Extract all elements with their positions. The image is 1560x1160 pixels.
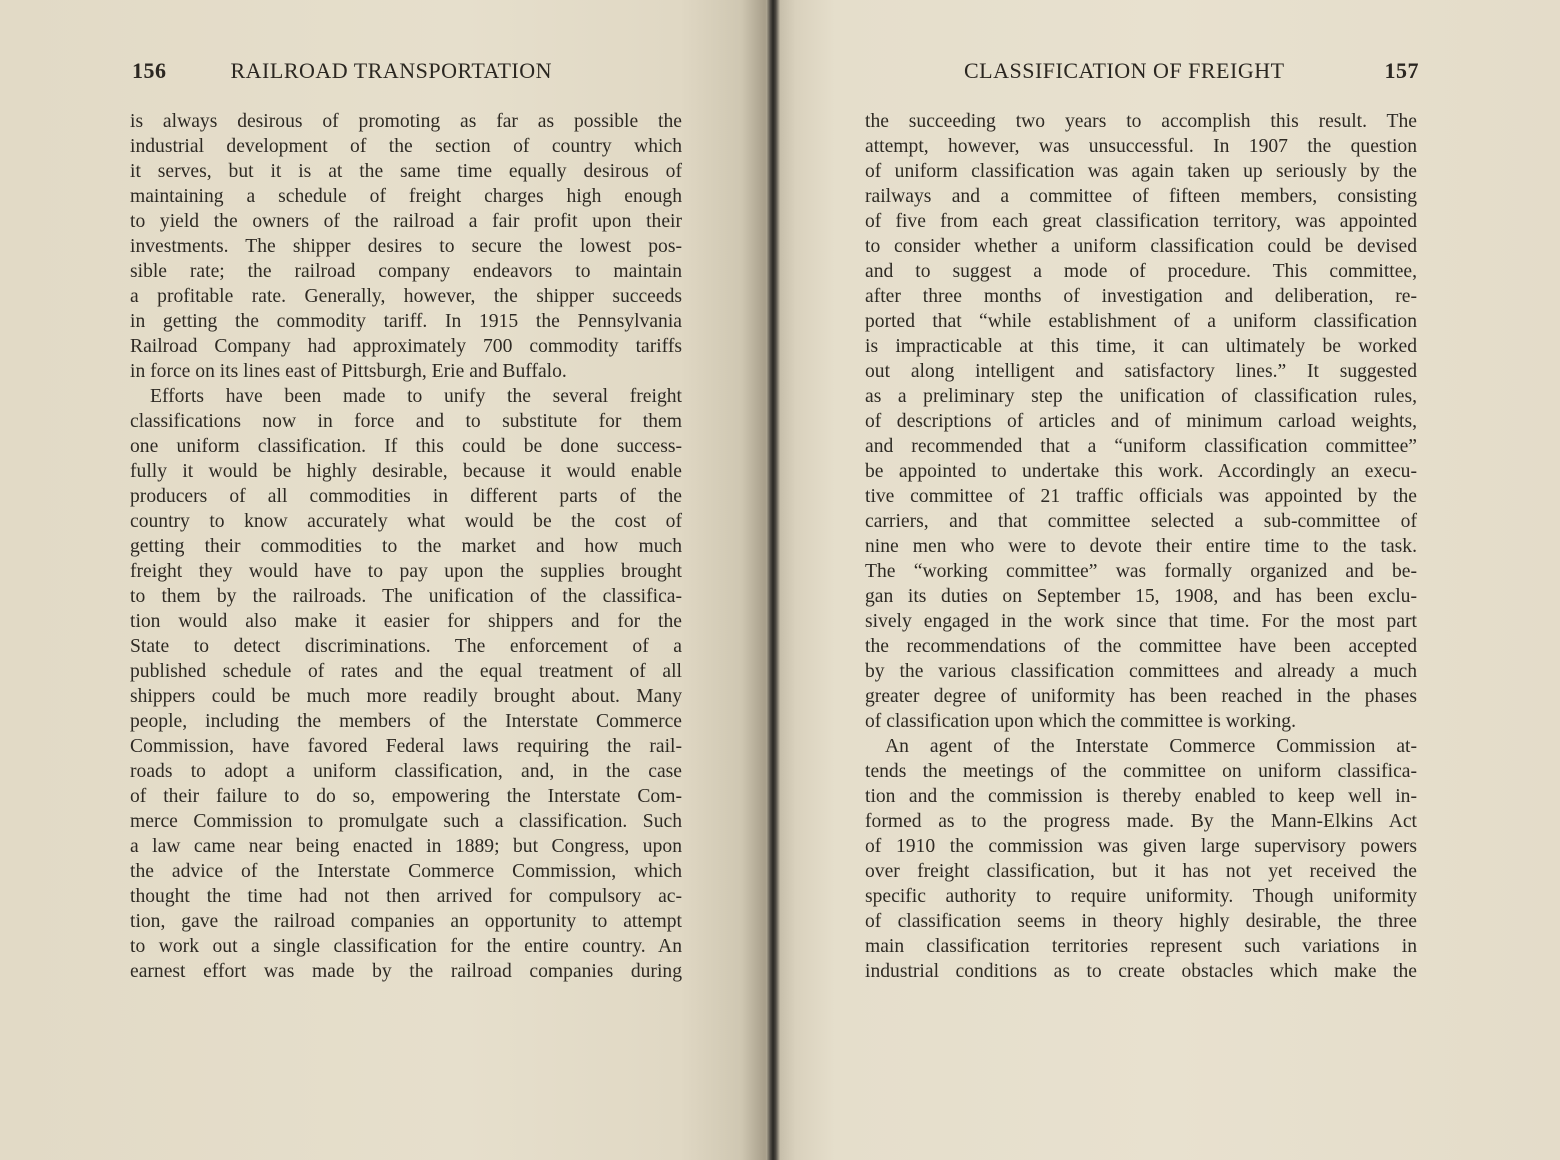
text-line: of five from each great classification territory, was appointed: [865, 211, 1417, 232]
text-line: of classification seems in theory highly desirable, the three: [865, 911, 1417, 932]
text-line: to work out a single classification for the entire country. An: [130, 936, 682, 957]
text-line: published schedule of rates and the equal treatment of all: [130, 661, 682, 682]
text-line: of uniform classification was again taken up seriously by the: [865, 161, 1417, 182]
text-line: Commission, have favored Federal laws requiring the rail-: [130, 736, 682, 757]
text-line: a profitable rate. Generally, however, the shipper succeeds: [130, 286, 682, 307]
text-line: tends the meetings of the committee on uniform classifica-: [865, 761, 1417, 782]
text-line: greater degree of uniformity has been reached in the phases: [865, 686, 1417, 707]
text-line: in getting the commodity tariff. In 1915 the Pennsylvania: [130, 311, 682, 332]
left-body-text: [130, 109, 682, 984]
text-line: sively engaged in the work since that time. For the most part: [865, 611, 1417, 632]
text-line: people, including the members of the Interstate Commerce: [130, 711, 682, 732]
left-page: [0, 0, 772, 1160]
text-line: merce Commission to promulgate such a classification. Such: [130, 811, 682, 832]
left-running-title: RAILROAD TRANSPORTATION: [230, 58, 553, 83]
text-line: The “working committee” was formally organized and be-: [865, 561, 1417, 582]
text-line: as a preliminary step the unification of classification rules,: [865, 386, 1417, 407]
text-line: is impracticable at this time, it can ultimately be worked: [865, 336, 1417, 357]
book-gutter: [766, 0, 780, 1160]
text-line: shippers could be much more readily brought about. Many: [130, 686, 682, 707]
text-line: tive committee of 21 traffic officials was appointed by the: [865, 486, 1417, 507]
text-line: sible rate; the railroad company endeavors to maintain: [130, 261, 682, 282]
text-line: be appointed to undertake this work. Accordingly an execu-: [865, 461, 1417, 482]
text-line: industrial conditions as to create obstacles which make the: [865, 961, 1417, 982]
text-line: roads to adopt a uniform classification, and, in the case: [130, 761, 682, 782]
text-line: investments. The shipper desires to secure the lowest pos-: [130, 236, 682, 257]
text-line: gan its duties on September 15, 1908, and has been exclu-: [865, 586, 1417, 607]
text-line: it serves, but it is at the same time equally desirous of: [130, 161, 682, 182]
text-line: maintaining a schedule of freight charges high enough: [130, 186, 682, 207]
right-page: [772, 0, 1560, 1160]
text-line: tion would also make it easier for shippers and for the: [130, 611, 682, 632]
left-running-head: [132, 58, 582, 84]
right-page-number: 157: [1384, 58, 1419, 83]
text-line: industrial development of the section of country which: [130, 136, 682, 157]
text-line: freight they would have to pay upon the supplies brought: [130, 561, 682, 582]
text-line: of their failure to do so, empowering the Interstate Com-: [130, 786, 682, 807]
text-line: classifications now in force and to substitute for them: [130, 411, 682, 432]
text-line: the succeeding two years to accomplish this result. The: [865, 111, 1417, 132]
text-line: formed as to the progress made. By the Mann-Elkins Act: [865, 811, 1417, 832]
text-line: and to suggest a mode of procedure. This committee,: [865, 261, 1417, 282]
text-line: to them by the railroads. The unification of the classifica-: [130, 586, 682, 607]
text-line: the recommendations of the committee have been accepted: [865, 636, 1417, 657]
right-running-head: [964, 58, 1419, 84]
text-line: fully it would be highly desirable, because it would enable: [130, 461, 682, 482]
left-page-number: 156: [132, 58, 167, 83]
text-line: Efforts have been made to unify the several freight: [150, 386, 682, 407]
text-line: of classification upon which the committee is working.: [865, 711, 1296, 732]
right-body-text: [865, 109, 1417, 984]
text-line: main classification territories represent such variations in: [865, 936, 1417, 957]
text-line: country to know accurately what would be the cost of: [130, 511, 682, 532]
text-line: earnest effort was made by the railroad companies during: [130, 961, 682, 982]
text-line: State to detect discriminations. The enforcement of a: [130, 636, 682, 657]
text-line: railways and a committee of fifteen members, consisting: [865, 186, 1417, 207]
text-line: is always desirous of promoting as far as possible the: [130, 111, 682, 132]
text-line: and recommended that a “uniform classification committee”: [865, 436, 1417, 457]
text-line: of 1910 the commission was given large supervisory powers: [865, 836, 1417, 857]
text-line: tion and the commission is thereby enabled to keep well in-: [865, 786, 1417, 807]
text-line: a law came near being enacted in 1889; but Congress, upon: [130, 836, 682, 857]
right-running-title: CLASSIFICATION OF FREIGHT: [964, 58, 1285, 83]
text-line: An agent of the Interstate Commerce Commission at-: [885, 736, 1417, 757]
text-line: in force on its lines east of Pittsburgh, Erie and Buffalo.: [130, 361, 567, 382]
text-line: one uniform classification. If this could be done success-: [130, 436, 682, 457]
text-line: over freight classification, but it has not yet received the: [865, 861, 1417, 882]
text-line: ported that “while establishment of a uniform classification: [865, 311, 1417, 332]
text-line: specific authority to require uniformity. Though uniformity: [865, 886, 1417, 907]
text-line: of descriptions of articles and of minimum carload weights,: [865, 411, 1417, 432]
text-line: attempt, however, was unsuccessful. In 1907 the question: [865, 136, 1417, 157]
text-line: Railroad Company had approximately 700 commodity tariffs: [130, 336, 682, 357]
text-line: after three months of investigation and deliberation, re-: [865, 286, 1417, 307]
text-line: carriers, and that committee selected a sub-committee of: [865, 511, 1417, 532]
text-line: out along intelligent and satisfactory lines.” It suggested: [865, 361, 1417, 382]
text-line: thought the time had not then arrived for compulsory ac-: [130, 886, 682, 907]
text-line: to consider whether a uniform classification could be devised: [865, 236, 1417, 257]
text-line: nine men who were to devote their entire time to the task.: [865, 536, 1417, 557]
text-line: by the various classification committees and already a much: [865, 661, 1417, 682]
text-line: producers of all commodities in different parts of the: [130, 486, 682, 507]
text-line: tion, gave the railroad companies an opportunity to attempt: [130, 911, 682, 932]
text-line: to yield the owners of the railroad a fair profit upon their: [130, 211, 682, 232]
text-line: getting their commodities to the market and how much: [130, 536, 682, 557]
text-line: the advice of the Interstate Commerce Commission, which: [130, 861, 682, 882]
